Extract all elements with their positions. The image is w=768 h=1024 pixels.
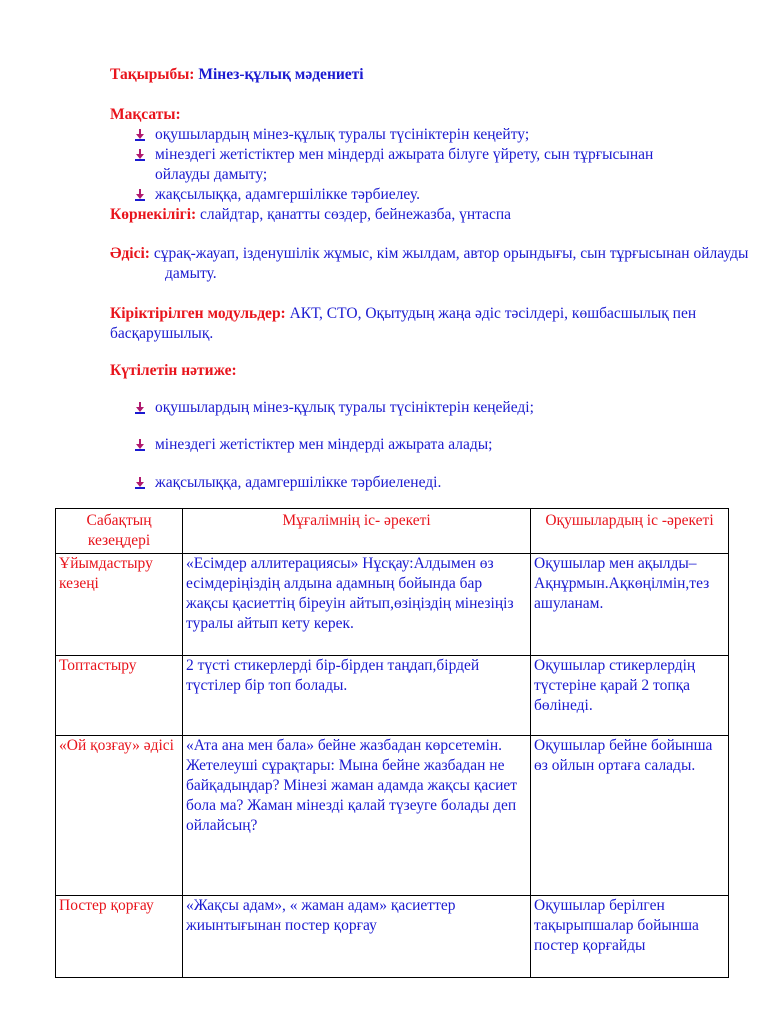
result-list [132,398,692,493]
header-stage: Сабақтың кезеңдері [56,509,183,554]
table-row [56,656,729,736]
list-item [132,185,692,205]
method-label: Әдісі: [110,245,150,262]
arrow-bullet-icon [134,129,146,141]
student-cell: Оқушылар берілген тақырыпшалар бойынша постер қорғайды [531,896,729,978]
student-cell: Оқушылар бейне бойынша өз ойлын ортаға салады. [531,736,729,896]
visual-line [110,205,710,225]
list-item [132,145,692,185]
lesson-table [55,508,729,978]
list-item [132,125,692,145]
arrow-bullet-icon [134,402,146,414]
method-line [110,244,765,284]
modules-label: Кіріктірілген модульдер: [110,305,286,322]
table-row [56,554,729,656]
list-item [132,435,692,455]
result-item-text: мінездегі жетістіктер мен міндерді ажырата алады; [155,436,493,453]
teacher-cell: «Ата ана мен бала» бейне жазбадан көрсетемін. Жетелеуші сұрақтары: Мына бейне жазбадан не байқадыңдар? Мінезі жаман адамда жақсы қасиет бола ма? Жаман мінезді қалай түзеуге болады деп ойлайсың? [183,736,531,896]
topic-value: Мінез-құлық мәдениеті [198,66,364,83]
arrow-bullet-icon [134,189,146,201]
goal-item-text: жақсылыққа, адамгершілікке тәрбиелеу. [155,186,420,203]
goal-list [132,125,692,205]
list-item [132,473,692,493]
visual-value: слайдтар, қанатты сөздер, бейнежазба, үнтаспа [200,206,512,223]
modules-value: АКТ, СТО, Оқытудың жаңа әдіс тәсілдері, көшбасшылық пен басқарушылық. [110,305,697,342]
teacher-cell: «Жақсы адам», « жаман адам» қасиеттер жиынтығынан постер қорғау [183,896,531,978]
stage-cell: «Ой қозғау» әдісі [56,736,183,896]
result-label: Күтілетін нәтиже: [110,362,237,379]
stage-cell: Топтастыру [56,656,183,736]
table-row [56,896,729,978]
arrow-bullet-icon [134,439,146,451]
modules-line [110,304,710,344]
topic-line [110,65,710,85]
goal-label: Мақсаты: [110,106,181,123]
header-teacher: Мұғалімнің іс- әрекеті [183,509,531,554]
result-item-text: жақсылыққа, адамгершілікке тәрбиеленеді. [155,474,442,491]
student-cell: Оқушылар мен ақылды– Ақнұрмын.Ақкөңілмін,тез ашуланам. [531,554,729,656]
goal-heading [110,105,710,125]
goal-item-text: мінездегі жетістіктер мен міндерді ажырата білуге үйрету, сын тұрғысынан ойлауды дамыту; [155,146,654,183]
teacher-cell: «Есімдер аллитерациясы» Нұсқау:Алдымен өз есімдеріңіздің алдына адамның бойында бар жақсы қасиеттің біреуін айтып,өзіңіздің мінезіңіз туралы айтып кету керек. [183,554,531,656]
result-item-text: оқушылардың мінез-құлық туралы түсініктерін кеңейеді; [155,399,534,416]
student-cell: Оқушылар стикерлердің түстеріне қарай 2 топқа бөлінеді. [531,656,729,736]
topic-label: Тақырыбы: [110,66,195,83]
visual-label: Көрнекілігі: [110,206,197,223]
arrow-bullet-icon [134,149,146,161]
result-heading [110,361,710,381]
list-item [132,398,692,418]
table-row [56,736,729,896]
arrow-bullet-icon [134,477,146,489]
stage-cell: Постер қорғау [56,896,183,978]
goal-item-text: оқушылардың мінез-құлық туралы түсініктерін кеңейту; [155,126,530,143]
method-value: сұрақ-жауап, ізденушілік жұмыс, кім жылдам, автор орындығы, сын тұрғысынан ойлауды дамыту. [153,245,749,282]
stage-cell: Ұйымдастыру кезеңі [56,554,183,656]
table-header-row [56,509,729,554]
header-student: Оқушылардың іс -әрекеті [531,509,729,554]
teacher-cell: 2 түсті стикерлерді бір-бірден таңдап,бірдей түстілер бір топ болады. [183,656,531,736]
